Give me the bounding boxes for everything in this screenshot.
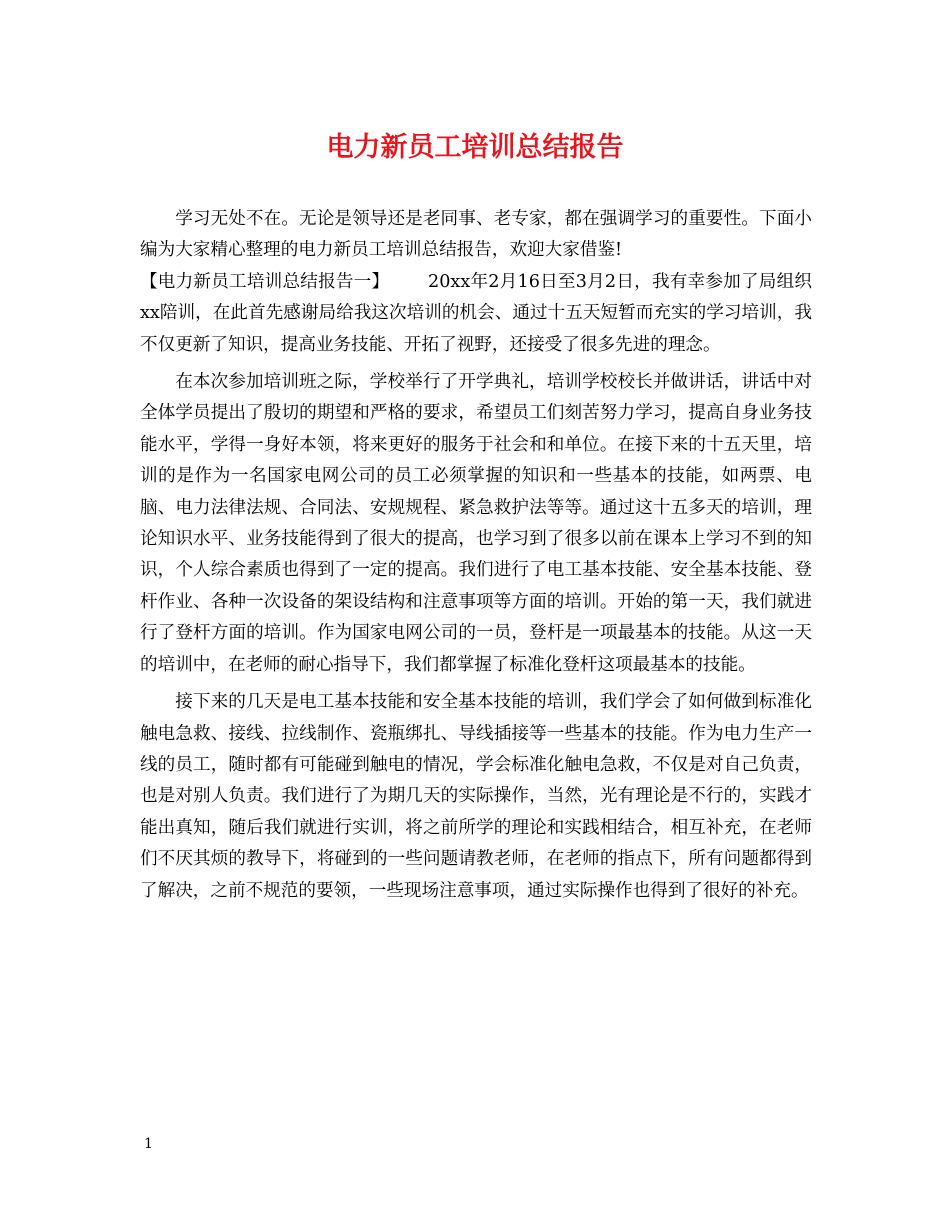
paragraph-1-text: 20xx年2月16日至3月2日，我有幸参加了局组织xx陪训，在此首先感谢局给我这次培训的机会、通过十五天短暂而充实的学习培训，我不仅更新了知识，提高业务技能、开拓了视野，还接受了很多先进的理念。 bbox=[140, 271, 812, 355]
paragraph-2: 在本次参加培训班之际，学校举行了开学典礼，培训学校校长并做讲话，讲话中对全体学员提出了殷切的期望和严格的要求，希望员工们刻苦努力学习，提高自身业务技能水平，学得一身好本领，将来更好的服务于社会和和单位。在接下来的十五天里，培训的是作为一名国家电网公司的员工必须掌握的知识和一些基本的技能，如两票、电脑、电力法律法规、合同法、安规规程、紧急救护法等等。通过这十五多天的培训，理论知识水平、业务技能得到了很大的提高，也学习到了很多以前在课本上学习不到的知识，个人综合素质也得到了一定的提高。我们进行了电工基本技能、安全基本技能、登杆作业、各种一次设备的架设结构和注意事项等方面的培训。开始的第一天，我们就进行了登杆方面的培训。作为国家电网公司的一员，登杆是一项最基本的技能。从这一天的培训中，在老师的耐心指导下，我们都掌握了标准化登杆这项最基本的技能。 bbox=[140, 372, 812, 675]
paragraph-3: 接下来的几天是电工基本技能和安全基本技能的培训，我们学会了如何做到标准化触电急救、接线、拉线制作、瓷瓶绑扎、导线插接等一些基本的技能。作为电力生产一线的员工，随时都有可能碰到触电的情况，学会标准化触电急救，不仅是对自己负责，也是对别人负责。我们进行了为期几天的实际操作，当然，光有理论是不行的，实践才能出真知，随后我们就进行实训，将之前所学的理论和实践相结合，相互补充，在老师们不厌其烦的教导下，将碰到的一些问题请教老师，在老师的指点下，所有问题都得到了解决，之前不规范的要领，一些现场注意事项，通过实际操作也得到了很好的补充。 bbox=[140, 692, 812, 901]
page-number: 1 bbox=[144, 1136, 153, 1152]
document-title: 电力新员工培训总结报告 bbox=[326, 132, 624, 163]
first-section-paragraph bbox=[140, 267, 812, 361]
intro-paragraph: 学习无处不在。无论是领导还是老同事、老专家，都在强调学习的重要性。下面小编为大家精心整理的电力新员工培训总结报告，欢迎大家借鉴! bbox=[140, 209, 812, 261]
document-body bbox=[140, 204, 812, 907]
section-heading: 【电力新员工培训总结报告一】 bbox=[140, 271, 390, 292]
